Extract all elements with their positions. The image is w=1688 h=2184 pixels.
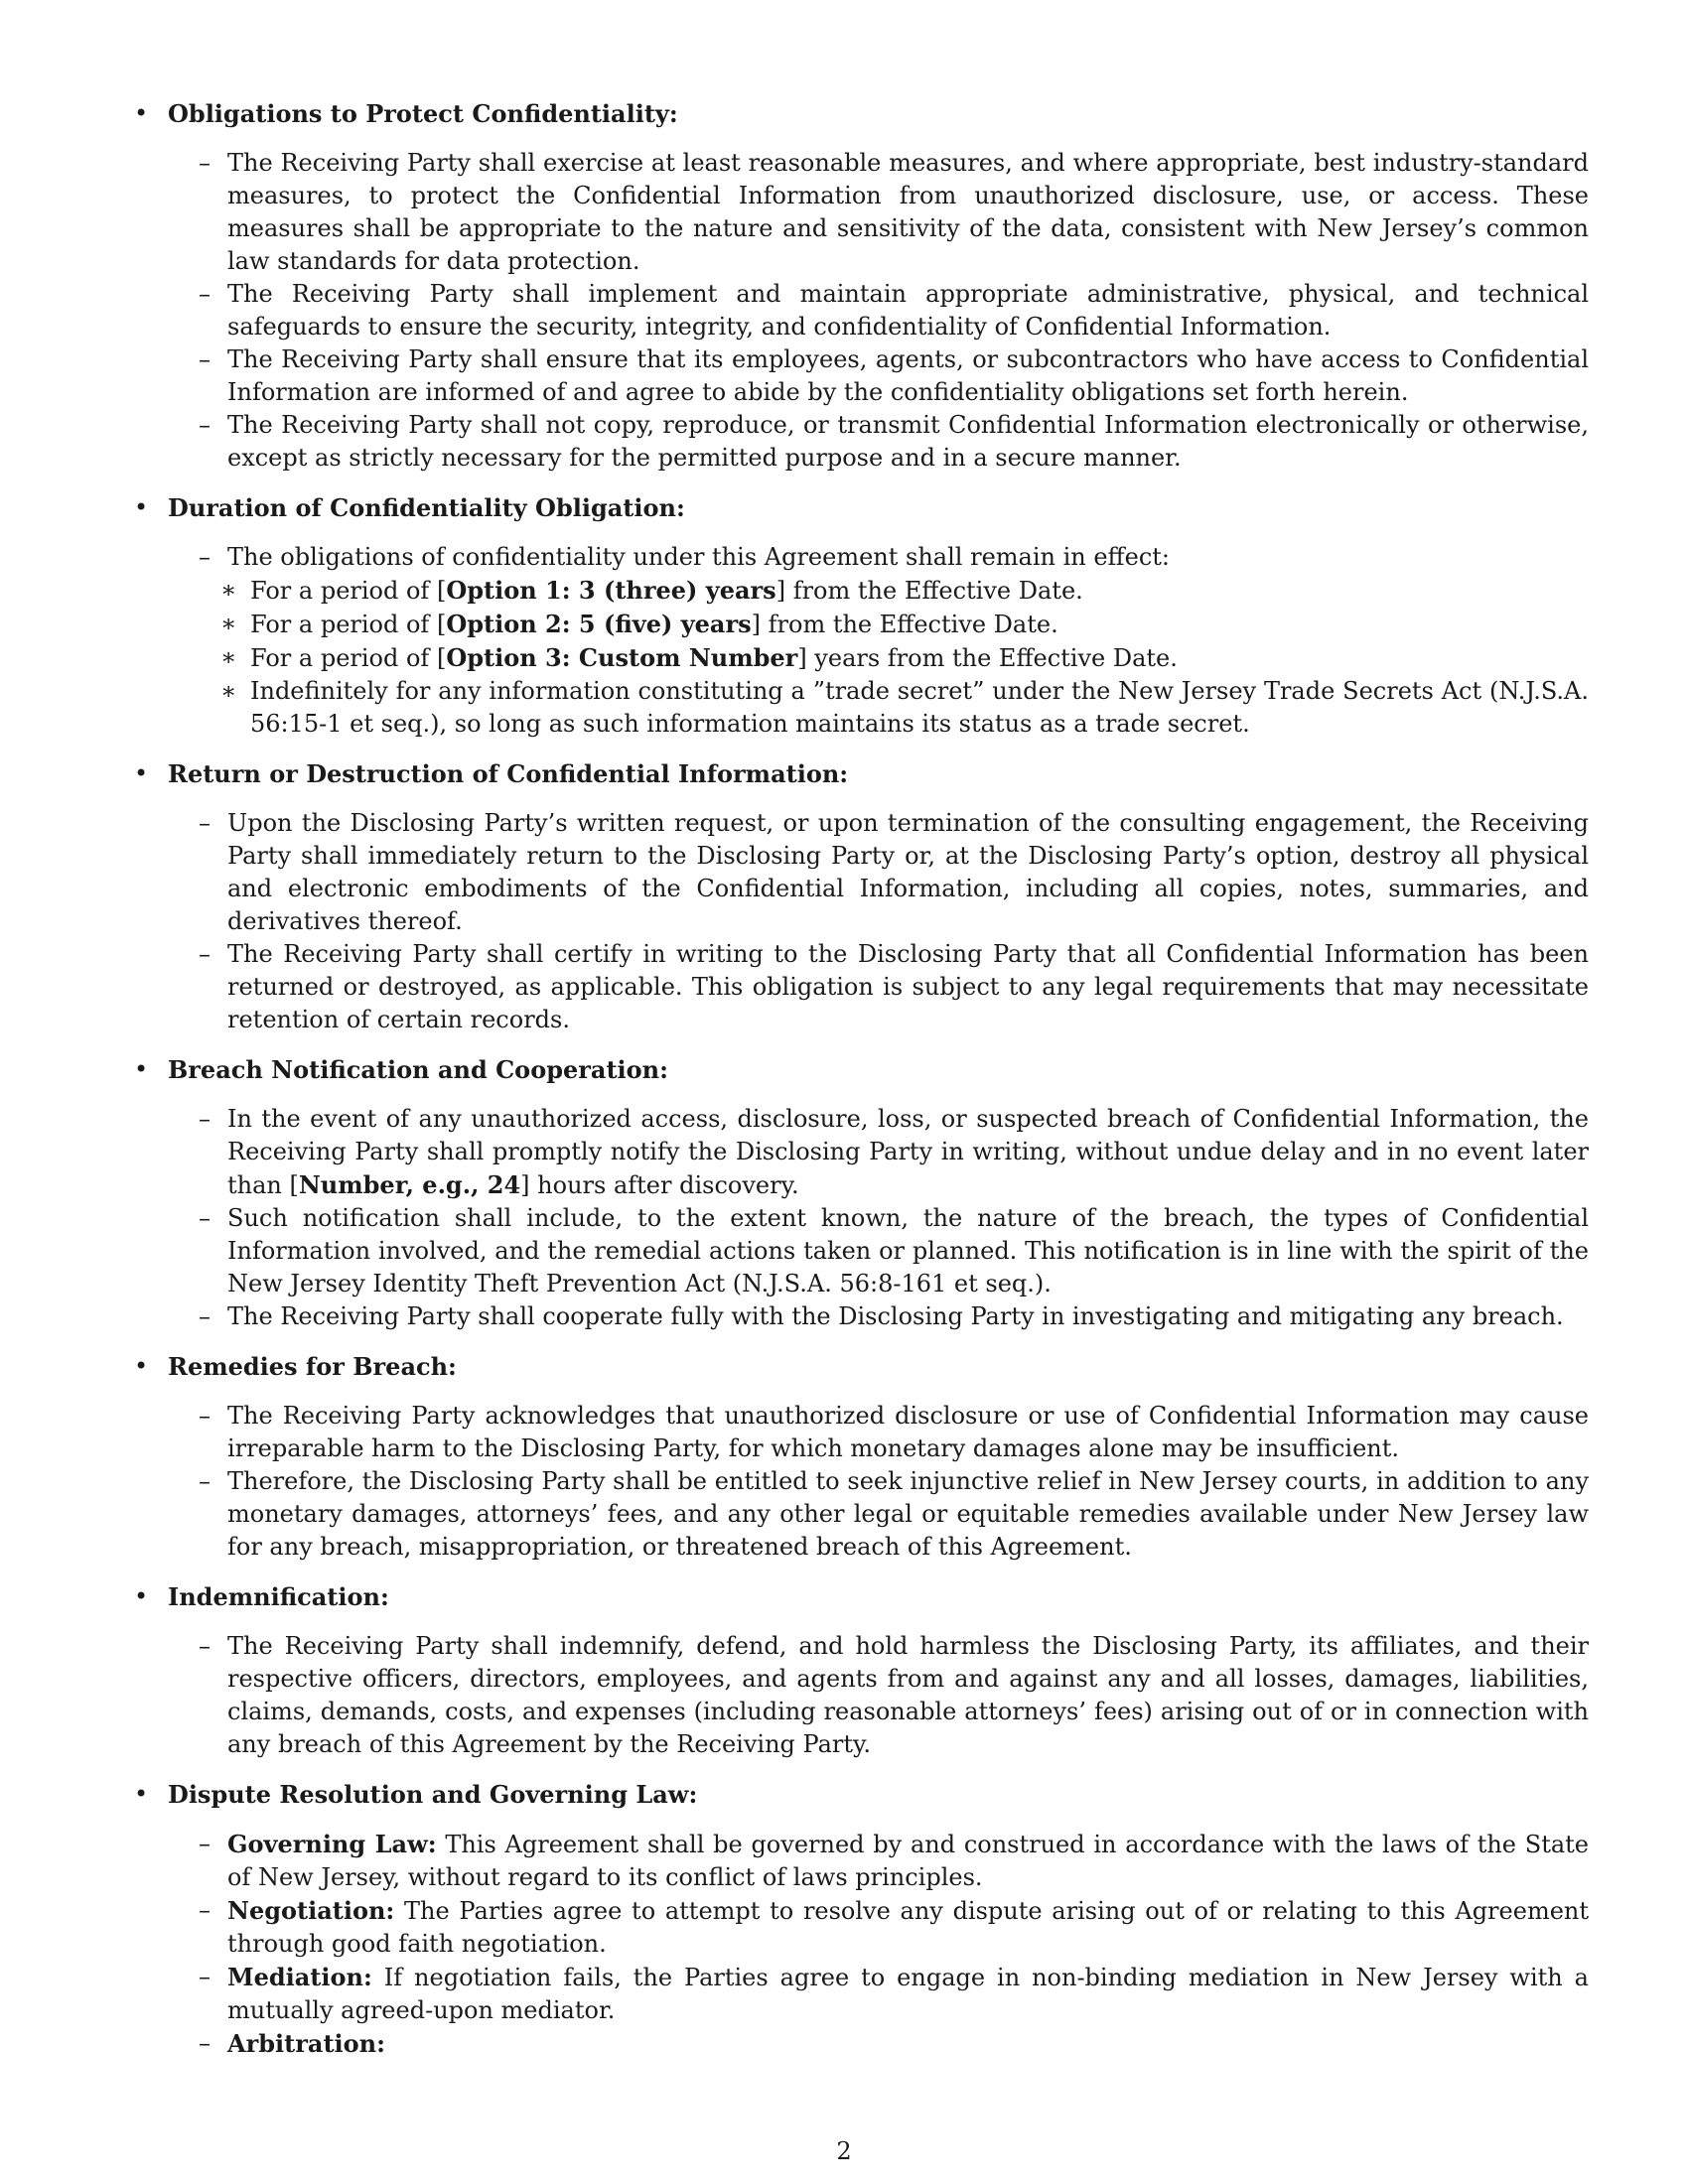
- list-item: [199, 147, 1589, 278]
- bold-text: Number, e.g., 24: [298, 1170, 521, 1199]
- asterisk-icon: ∗: [220, 677, 237, 705]
- section-duration-of-confidentiality-obligation: [134, 491, 1589, 741]
- text-run: For a period of [: [250, 644, 447, 672]
- text-run: In the event of any unauthorized access, disclosure, loss, or suspected breach of Confidential Information, the Receiving Party shall promptly notify the Disclosing Party in writing, without undue delay and in no event later than [: [227, 1105, 1589, 1199]
- bold-text: Negotiation:: [227, 1896, 395, 1925]
- text-run: The Receiving Party shall cooperate fully with the Disclosing Party in investigating and mitigating any breach.: [227, 1302, 1564, 1330]
- list-item: [199, 343, 1589, 409]
- section-return-or-destruction-of-confidential-information: [134, 757, 1589, 1036]
- text-run: Therefore, the Disclosing Party shall be entitled to seek injunctive relief in New Jersey courts, in addition to any monetary damages, attorneys’ fees, and any other legal or equitable remedies available under New Jersey law for any breach, misappropriation, or threatened breach of this Agreement.: [227, 1467, 1589, 1561]
- dash-icon: –: [199, 411, 211, 439]
- dash-icon: –: [199, 1467, 211, 1495]
- sub-list-item: [199, 641, 1589, 675]
- list-item: [199, 1103, 1589, 1202]
- bullet-icon: •: [134, 759, 149, 787]
- section-breach-notification-and-cooperation: [134, 1053, 1589, 1333]
- bold-text: Option 2: 5 (five) years: [446, 610, 752, 638]
- list-item: [199, 1465, 1589, 1564]
- text-run: ] from the Effective Date.: [751, 611, 1058, 638]
- dash-icon: –: [199, 1632, 211, 1660]
- section-title: Indemnification:: [168, 1582, 389, 1611]
- dash-icon: –: [199, 940, 211, 968]
- section-obligations-to-protect-confidentiality: [134, 97, 1589, 475]
- dash-icon: –: [199, 1963, 211, 1990]
- text-run: If negotiation fails, the Parties agree to engage in non-binding mediation in New Jersey with a mutually agreed-upon mediator.: [227, 1964, 1589, 2024]
- section-title: Remedies for Breach:: [168, 1352, 457, 1381]
- list-item: [199, 409, 1589, 475]
- dash-icon: –: [199, 1896, 211, 1924]
- bold-text: Option 1: 3 (three) years: [446, 576, 776, 605]
- asterisk-icon: ∗: [220, 643, 237, 671]
- page-number: 2: [836, 2137, 852, 2165]
- text-run: The Receiving Party shall implement and maintain appropriate administrative, physical, and technical safeguards to ensure the security, integrity, and confidentiality of Confidential Information.: [227, 280, 1589, 341]
- list-item: [199, 1894, 1589, 1961]
- dash-icon: –: [199, 1830, 211, 1857]
- section-heading: [134, 491, 1589, 524]
- section-indemnification: [134, 1580, 1589, 1761]
- section-heading: [134, 1778, 1589, 1811]
- sub-list: [199, 574, 1589, 741]
- section-items: [199, 807, 1589, 1036]
- text-run: For a period of [: [250, 611, 447, 638]
- dash-icon: –: [199, 543, 211, 571]
- section-items: [199, 1630, 1589, 1761]
- list-item: [199, 541, 1589, 574]
- list-item: [199, 1961, 1589, 2027]
- text-run: The Receiving Party acknowledges that unauthorized disclosure or use of Confidential Information may cause irreparable harm to the Disclosing Party, for which monetary damages alone may be insufficient.: [227, 1402, 1589, 1462]
- text-run: Upon the Disclosing Party’s written request, or upon termination of the consulting engagement, the Receiving Party shall immediately return to the Disclosing Party or, at the Disclosing Party’s option, destroy all physical and electronic embodiments of the Confidential Information, including all copies, notes, summaries, and derivatives thereof.: [227, 809, 1589, 935]
- bold-text: Arbitration:: [227, 2029, 385, 2058]
- bullet-icon: •: [134, 1582, 149, 1610]
- text-run: This Agreement shall be governed by and construed in accordance with the laws of the State of New Jersey, without regard to its conflict of laws principles.: [227, 1831, 1589, 1891]
- dash-icon: –: [199, 2029, 211, 2057]
- text-run: ] years from the Effective Date.: [797, 644, 1178, 672]
- asterisk-icon: ∗: [220, 610, 237, 637]
- asterisk-icon: ∗: [220, 576, 237, 604]
- text-run: Indefinitely for any information constituting a ”trade secret” under the New Jersey Trade Secrets Act (N.J.S.A. 56:15-1 et seq.), so long as such information maintains its status as a trade secret.: [250, 677, 1589, 738]
- list-item: [199, 1630, 1589, 1761]
- list-item: [199, 938, 1589, 1036]
- list-item: [199, 1300, 1589, 1333]
- bold-text: Governing Law:: [227, 1830, 437, 1858]
- section-title: Obligations to Protect Confidentiality:: [168, 99, 678, 128]
- text-run: The Receiving Party shall certify in writing to the Disclosing Party that all Confidential Information has been returned or destroyed, as applicable. This obligation is subject to any legal requirements that may necessitate retention of certain records.: [227, 940, 1589, 1033]
- section-heading: [134, 1580, 1589, 1613]
- list-item: [199, 278, 1589, 343]
- bold-text: Option 3: Custom Number: [446, 643, 798, 672]
- list-item: [199, 1202, 1589, 1300]
- text-run: The obligations of confidentiality under this Agreement shall remain in effect:: [227, 543, 1170, 571]
- text-run: The Receiving Party shall ensure that its employees, agents, or subcontractors who have access to Confidential Information are informed of and agree to abide by the confidentiality obligations set forth herein.: [227, 345, 1589, 406]
- text-run: Such notification shall include, to the extent known, the nature of the breach, the types of Confidential Information involved, and the remedial actions taken or planned. This notification is in line with the spirit of the New Jersey Identity Theft Prevention Act (N.J.S.A. 56:8-161 et seq.).: [227, 1204, 1589, 1297]
- list-item: [199, 807, 1589, 938]
- text-run: For a period of [: [250, 577, 447, 605]
- dash-icon: –: [199, 345, 211, 373]
- section-heading: [134, 1350, 1589, 1383]
- bullet-icon: •: [134, 1352, 149, 1380]
- list-item: [199, 2027, 1589, 2061]
- bullet-icon: •: [134, 1055, 149, 1083]
- list-item: [199, 1828, 1589, 1894]
- section-heading: [134, 97, 1589, 130]
- bullet-icon: •: [134, 1780, 149, 1808]
- text-run: The Receiving Party shall not copy, reproduce, or transmit Confidential Information electronically or otherwise, except as strictly necessary for the permitted purpose and in a secure manner.: [227, 411, 1589, 472]
- text-run: The Receiving Party shall exercise at least reasonable measures, and where appropriate, best industry-standard measures, to protect the Confidential Information from unauthorized disclosure, use, or access. These measures shall be appropriate to the nature and sensitivity of the data, consistent with New Jersey’s common law standards for data protection.: [227, 149, 1589, 275]
- dash-icon: –: [199, 1105, 211, 1133]
- text-run: The Receiving Party shall indemnify, defend, and hold harmless the Disclosing Party, its affiliates, and their respective officers, directors, employees, and agents from and against any and all losses, damages, liabilities, claims, demands, costs, and expenses (including reasonable attorneys’ fees) arising out of or in connection with any breach of this Agreement by the Receiving Party.: [227, 1632, 1589, 1758]
- dash-icon: –: [199, 1402, 211, 1430]
- text-run: ] hours after discovery.: [520, 1171, 799, 1199]
- section-items: [199, 1400, 1589, 1564]
- dash-icon: –: [199, 1302, 211, 1330]
- bullet-icon: •: [134, 99, 149, 127]
- section-items: [199, 1103, 1589, 1333]
- dash-icon: –: [199, 809, 211, 837]
- bullet-icon: •: [134, 493, 149, 521]
- section-title: Return or Destruction of Confidential Information:: [168, 759, 849, 788]
- sub-list-item: [199, 608, 1589, 641]
- section-title: Breach Notification and Cooperation:: [168, 1055, 668, 1084]
- dash-icon: –: [199, 280, 211, 308]
- dash-icon: –: [199, 149, 211, 177]
- text-run: ] from the Effective Date.: [775, 577, 1083, 605]
- section-title: Duration of Confidentiality Obligation:: [168, 493, 685, 522]
- section-title: Dispute Resolution and Governing Law:: [168, 1780, 698, 1809]
- sub-list-item: [199, 574, 1589, 608]
- section-items: [199, 541, 1589, 741]
- section-items: [199, 147, 1589, 475]
- dash-icon: –: [199, 1204, 211, 1232]
- list-item: [199, 1400, 1589, 1465]
- text-run: The Parties agree to attempt to resolve any dispute arising out of or relating to this Agreement through good faith negotiation.: [227, 1897, 1589, 1958]
- section-dispute-resolution-and-governing-law: [134, 1778, 1589, 2061]
- bold-text: Mediation:: [227, 1963, 372, 1991]
- document-body: [134, 97, 1589, 2078]
- sub-list-item: [199, 675, 1589, 741]
- section-remedies-for-breach: [134, 1350, 1589, 1564]
- section-heading: [134, 757, 1589, 790]
- section-items: [199, 1828, 1589, 2061]
- section-heading: [134, 1053, 1589, 1086]
